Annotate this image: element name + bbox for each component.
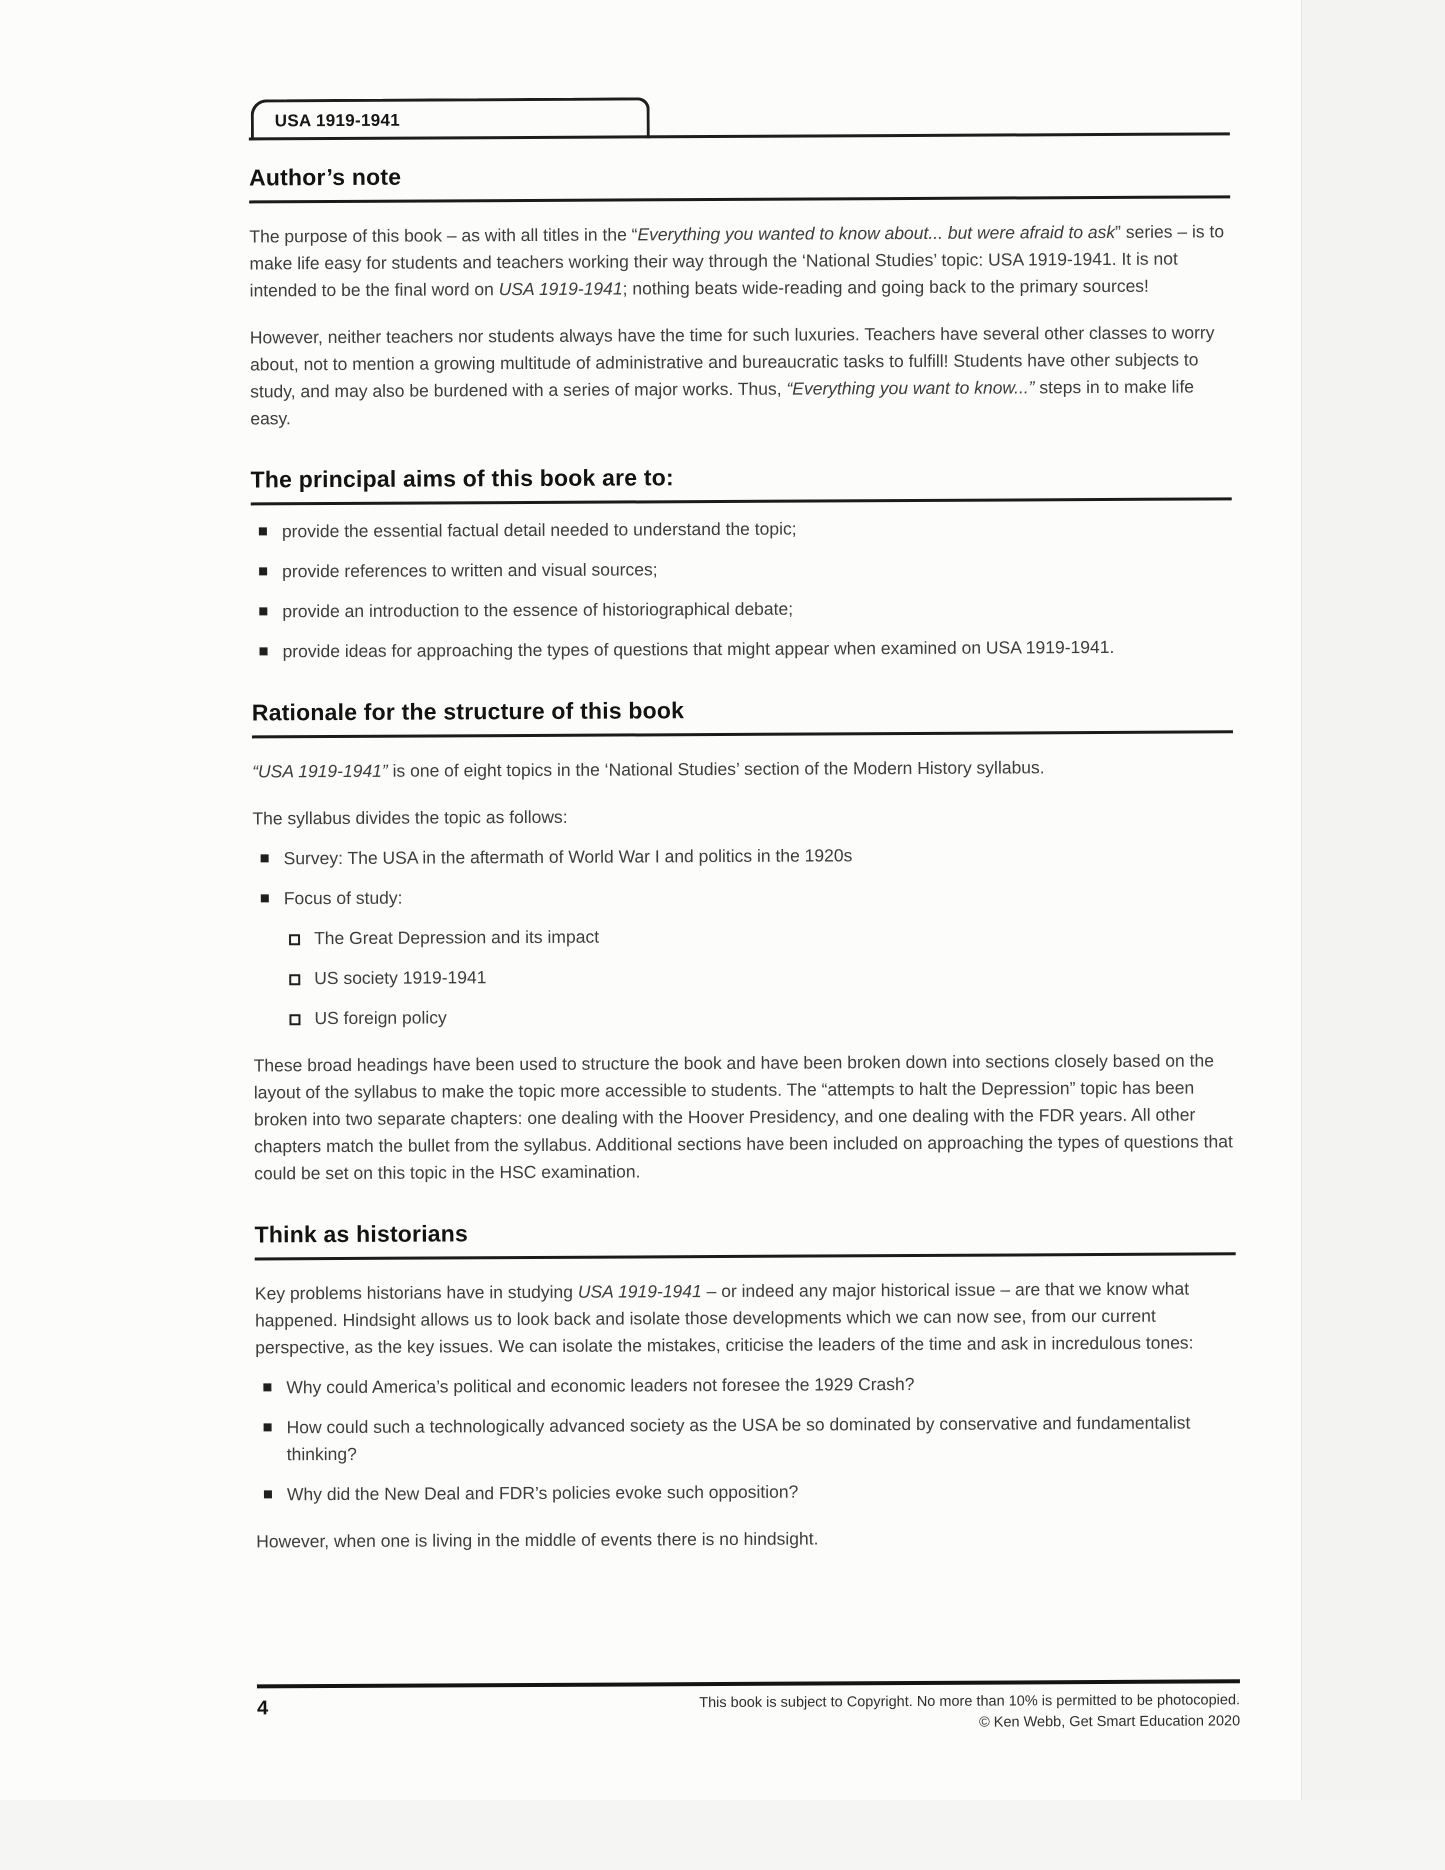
sub-list-item [253, 960, 1234, 992]
syllabus-list [253, 840, 1235, 1032]
copyright-line-2: © Ken Webb, Get Smart Education 2020 [979, 1713, 1241, 1731]
principal-aims-heading: The principal aims of this book are to: [251, 461, 1232, 505]
square-bullet-icon [261, 854, 269, 862]
sub-list-item-text: US foreign policy [314, 1007, 447, 1029]
chapter-tab [251, 97, 650, 140]
list-item [251, 513, 1232, 545]
copyright-line-1: This book is subject to Copyright. No more than 10% is permitted to be photocopied. [699, 1692, 1241, 1712]
list-item-text: Why could America’s political and economic leaders not foresee the 1929 Crash? [286, 1373, 915, 1398]
hollow-square-bullet-icon [289, 974, 300, 985]
square-bullet-icon [264, 1490, 272, 1498]
page-content [248, 0, 1237, 1555]
square-bullet-icon [261, 894, 269, 902]
rationale-paragraph-1: “USA 1919-1941” is one of eight topics in the ‘National Studies’ section of the Modern History syllabus. [252, 757, 1045, 782]
historians-paragraph-1: Key problems historians have in studying USA 1919-1941 – or indeed any major historical issue – are that we know what happened. Hindsight allows us to look back and isolate those developments which we can now see, from our current perspective, as the key issues. We can isolate the mistakes, criticise the leaders of the time and ask in incredulous tones: [254, 1278, 1194, 1358]
square-bullet-icon [264, 1423, 272, 1431]
list-item-text: How could such a technologically advanced society as the USA be so dominated by conservative and fundamentalist thinking? [286, 1412, 1191, 1465]
page-number: 4 [257, 1697, 269, 1720]
sub-list-item-text: The Great Depression and its impact [313, 926, 600, 949]
list-item-text: provide ideas for approaching the types of questions that might appear when examined on USA 1919-1941. [282, 636, 1115, 662]
copyright-notice [699, 1690, 1240, 1735]
square-bullet-icon [259, 607, 267, 615]
list-item [256, 1409, 1237, 1468]
list-item [253, 840, 1234, 872]
list-item-text: provide an introduction to the essence of historiographical debate; [282, 598, 794, 622]
square-bullet-icon [259, 567, 267, 575]
chapter-tab-row [249, 92, 1230, 140]
authors-note-paragraph-1: The purpose of this book – as with all titles in the “Everything you wanted to know about... but were afraid to ask” series – is to make life easy for students and teachers working their way through the ‘National Studies’ topic: USA 1919-1941. It is not intended to be the final word on USA 1919-1941; nothing beats wide-reading and going back to the primary sources! [249, 221, 1225, 301]
list-item [256, 1476, 1237, 1508]
list-item-text: provide the essential factual detail needed to understand the topic; [281, 518, 797, 542]
sub-list-item [253, 920, 1234, 952]
sub-list-item [253, 1000, 1234, 1032]
aims-list [251, 513, 1233, 665]
historians-paragraph-2: However, when one is living in the middle of events there is no hindsight. [256, 1528, 819, 1552]
list-item [251, 633, 1232, 665]
section-think-as-historians [255, 1216, 1238, 1555]
authors-note-heading: Author’s note [249, 159, 1230, 203]
chapter-tab-label: USA 1919-1941 [274, 110, 400, 131]
hollow-square-bullet-icon [289, 1014, 300, 1025]
hollow-square-bullet-icon [289, 934, 300, 945]
list-item-text: Focus of study: [283, 887, 403, 909]
section-principal-aims [251, 461, 1233, 665]
rationale-paragraph-2: The syllabus divides the topic as follows: [252, 806, 568, 829]
list-item [251, 593, 1232, 625]
list-item [251, 553, 1232, 585]
page-footer [257, 1679, 1240, 1737]
historians-questions-list [255, 1369, 1237, 1508]
authors-note-paragraph-2: However, neither teachers nor students always have the time for such luxuries. Teachers have several other classes to worry about, not to mention a growing multitude of administrative and bureaucratic tasks to fulfill! Students have other subjects to study, and may also be burdened with a series of major works. Thus, “Everything you want to know...” steps in to make life easy. [249, 322, 1215, 429]
square-bullet-icon [260, 647, 268, 655]
list-item-text: Survey: The USA in the aftermath of World War I and politics in the 1920s [283, 845, 853, 869]
think-historians-heading: Think as historians [255, 1216, 1236, 1260]
rationale-paragraph-3: These broad headings have been used to structure the book and have been broken down into sections closely based on the layout of the syllabus to make the topic more accessible to students. The “attempts to halt the Depression” topic has been broken into two separate chapters: one dealing with the Hoover Presidency, and one dealing with the FDR years. All other chapters match the bullet from the syllabus. Additional sections have been included on approaching the types of questions that could be set on this topic in the HSC examination. [253, 1050, 1233, 1184]
section-authors-note [249, 159, 1231, 432]
rationale-heading: Rationale for the structure of this book [252, 694, 1233, 738]
square-bullet-icon [259, 527, 267, 535]
list-item-text: Why did the New Deal and FDR’s policies evoke such opposition? [286, 1481, 799, 1505]
section-rationale [252, 694, 1236, 1187]
square-bullet-icon [263, 1383, 271, 1391]
list-item [255, 1369, 1236, 1401]
list-item [253, 880, 1234, 912]
sub-list-item-text: US society 1919-1941 [314, 967, 487, 989]
list-item-text: provide references to written and visual sources; [282, 559, 658, 582]
